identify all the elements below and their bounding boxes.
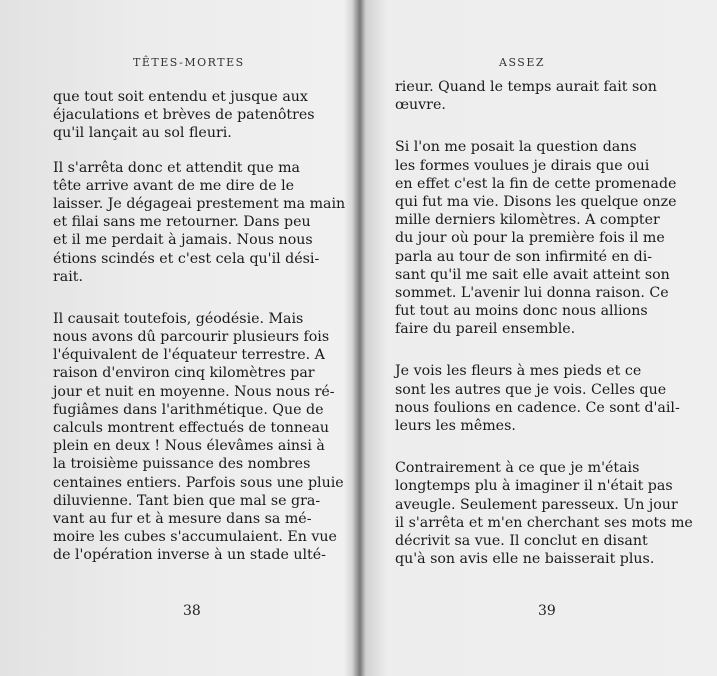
text-line: étions scindés et c'est cela qu'il dési-: [53, 250, 320, 267]
text-line: les formes voulues je dirais que oui: [395, 157, 650, 174]
text-line: vant au fur et à mesure dans sa mé-: [53, 510, 312, 527]
text-line: sommet. L'avenir lui donna raison. Ce: [395, 284, 669, 301]
text-line: diluvienne. Tant bien que mal se gra-: [53, 492, 321, 509]
text-line: longtemps plu à imaginer il n'était pas: [395, 478, 673, 495]
right-page-body: [395, 78, 693, 568]
right-running-head: ASSEZ: [499, 56, 545, 69]
text-line: qu'il lançait au sol fleuri.: [53, 125, 232, 142]
text-line: décrivit sa vue. Il conclut en disant: [395, 532, 648, 549]
text-line: mille derniers kilomètres. A compter: [395, 212, 660, 229]
text-line: de l'opération inverse à un stade ulté-: [53, 547, 326, 564]
paragraph-gap: [395, 114, 663, 138]
right-page-number: 39: [538, 603, 556, 619]
text-line: leurs les mêmes.: [395, 418, 516, 434]
text-line: sont les autres que je vois. Celles que: [395, 381, 667, 398]
text-line: fut tout au moins donc nous allions: [395, 303, 648, 320]
text-line: la troisième puissance des nombres: [53, 456, 311, 473]
text-line: parla au tour de son infirmité en di-: [395, 248, 653, 265]
text-line: centaines entiers. Parfois sous une pluie: [53, 474, 344, 491]
text-line: il s'arrêta et m'en cherchant ses mots me: [395, 514, 693, 531]
left-running-head: TÊTES-MORTES: [133, 56, 245, 69]
text-line: que tout soit entendu et jusque aux: [53, 89, 308, 105]
text-line: éjaculations et brèves de patenôtres: [53, 107, 315, 124]
text-line: faire du pareil ensemble.: [395, 321, 576, 338]
text-line: nous foulions en cadence. Ce sont d'ail-: [395, 399, 680, 416]
text-line: Contrairement à ce que je m'étais: [395, 460, 640, 477]
text-line: l'équivalent de l'équateur terrestre. A: [53, 347, 325, 364]
text-line: qui fut ma vie. Disons les quelque onze: [395, 193, 677, 210]
text-line: Si l'on me posait la question dans: [395, 139, 637, 156]
text-line: en effet c'est la fin de cette promenade: [395, 175, 677, 192]
paragraph-gap: [395, 338, 663, 362]
paragraph-gap: [53, 286, 321, 310]
text-line: calculs montrent effectués de tonneau: [53, 420, 330, 436]
text-line: laisser. Je dégageai prestement ma main: [53, 195, 346, 212]
text-line: rait.: [53, 268, 83, 285]
left-page-body: [53, 88, 346, 565]
text-line: Il s'arrêta donc et attendit que ma: [53, 159, 301, 176]
text-line: rieur. Quand le temps aurait fait son: [395, 79, 657, 95]
text-line: nous avons dû parcourir plusieurs fois: [53, 329, 330, 346]
right-page: [366, 0, 717, 676]
text-line: moire les cubes s'accumulaient. En vue: [53, 529, 337, 546]
text-line: tête arrive avant de me dire de le: [53, 177, 295, 194]
text-line: Il causait toutefois, géodésie. Mais: [53, 310, 304, 327]
text-line: aveugle. Seulement paresseux. Un jour: [395, 496, 678, 513]
text-line: du jour où pour la première fois il me: [395, 230, 665, 247]
book-gutter: [352, 0, 366, 676]
text-line: et il me perdait à jamais. Nous nous: [53, 232, 313, 249]
left-page: [0, 0, 352, 676]
text-line: raison d'environ cinq kilomètres par: [53, 365, 315, 382]
left-page-number: 38: [183, 603, 201, 619]
text-line: jour et nuit en moyenne. Nous nous ré-: [53, 383, 335, 400]
text-line: et filai sans me retourner. Dans peu: [53, 214, 311, 231]
text-line: fugiâmes dans l'arithmétique. Que de: [53, 401, 324, 418]
text-line: Je vois les fleurs à mes pieds et ce: [395, 363, 642, 380]
text-line: sant qu'il me sait elle avait atteint son: [395, 266, 670, 283]
paragraph-gap: [53, 143, 321, 159]
paragraph-gap: [395, 435, 663, 459]
text-line: plein en deux ! Nous élevâmes ainsi à: [53, 438, 325, 455]
text-line: œuvre.: [395, 97, 446, 114]
text-line: qu'à son avis elle ne baisserait plus.: [395, 551, 655, 568]
